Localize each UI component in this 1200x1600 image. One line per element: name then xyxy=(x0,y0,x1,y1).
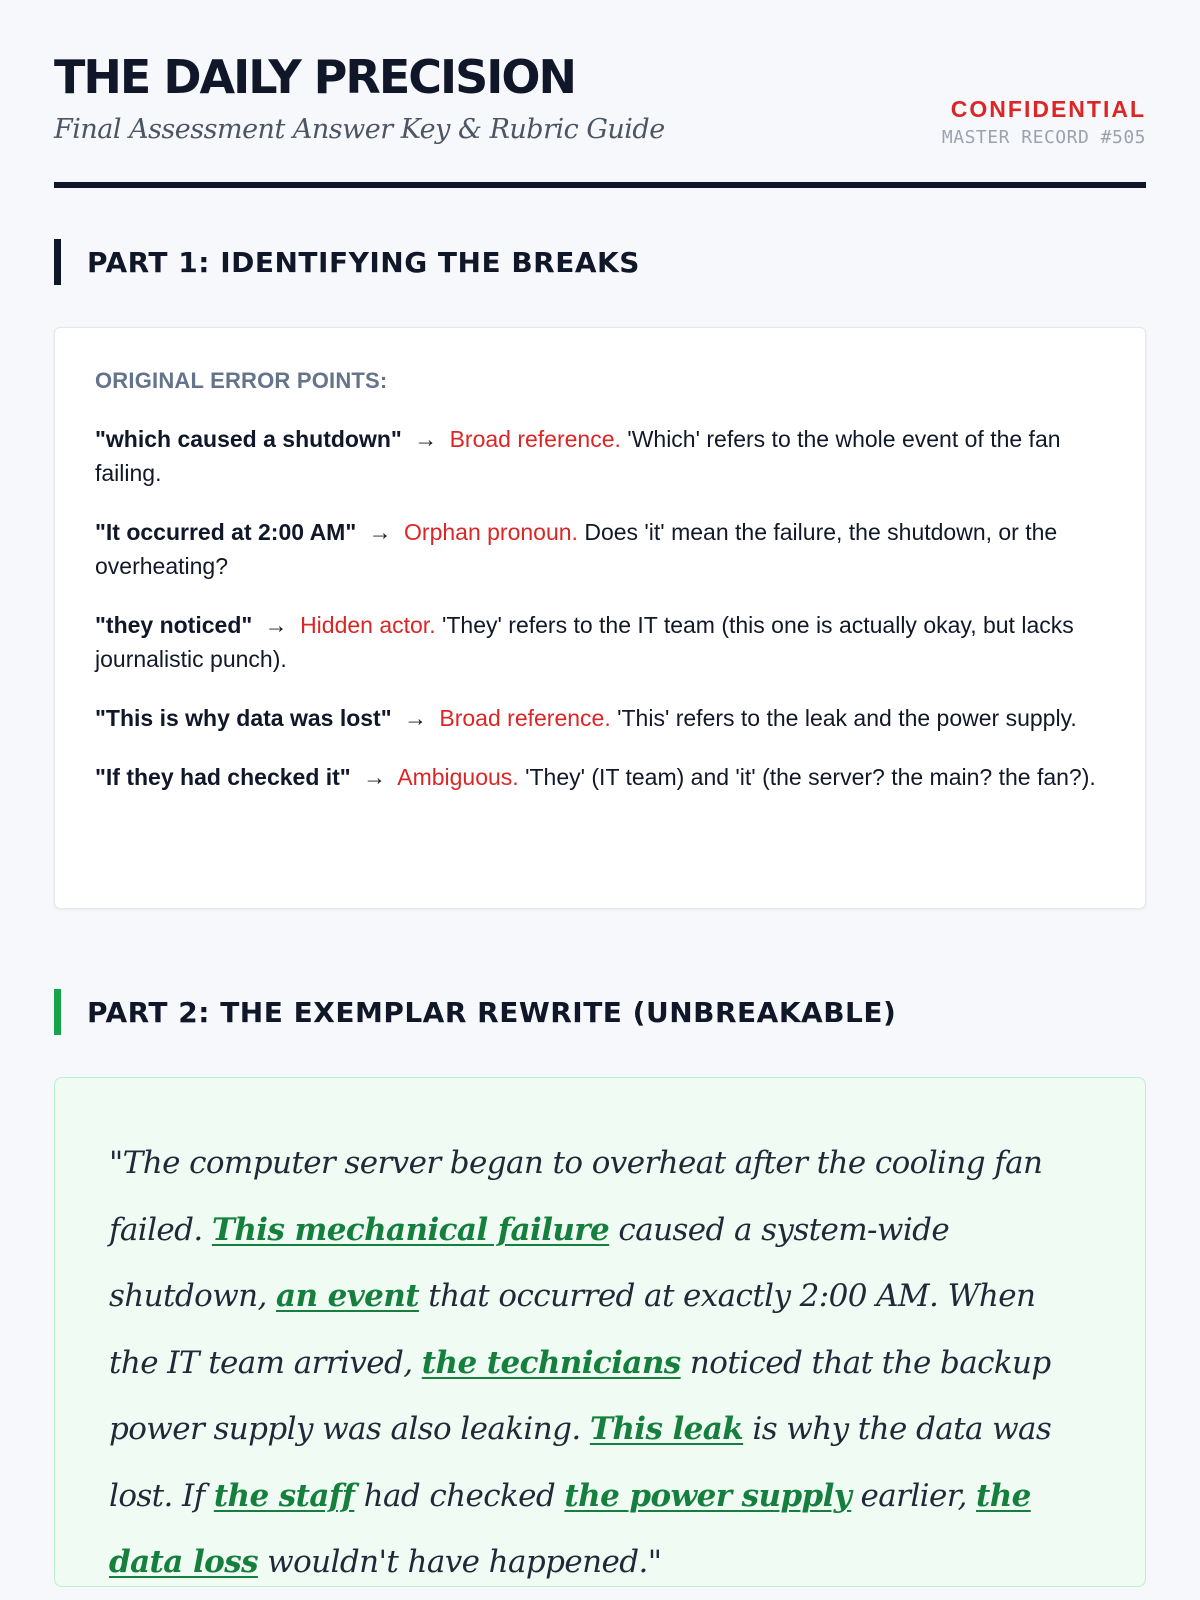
error-quote: "This is why data was lost" xyxy=(95,705,392,731)
error-explanation: 'Which' refers to the whole event of the fan failing. xyxy=(95,426,1061,486)
error-type: Hidden actor. xyxy=(300,612,436,638)
arrow-icon: → xyxy=(368,519,392,545)
part1-accent-bar xyxy=(54,239,61,285)
error-quote: "It occurred at 2:00 AM" xyxy=(95,519,357,545)
masthead-subtitle: Final Assessment Answer Key & Rubric Guide xyxy=(54,114,665,145)
rewrite-antecedent-highlight: This leak xyxy=(589,1411,744,1447)
part2-heading xyxy=(54,989,896,1035)
rewrite-segment: that occurred at exactly 2:00 AM. When the IT team arrived, xyxy=(109,1278,1036,1381)
exemplar-rewrite-card xyxy=(54,1077,1146,1587)
masthead-title: THE DAILY PRECISION xyxy=(54,50,575,104)
error-type: Broad reference. xyxy=(449,426,621,452)
rewrite-segment: had checked xyxy=(354,1477,565,1514)
error-point xyxy=(95,701,1105,735)
part1-heading xyxy=(54,239,640,285)
rewrite-antecedent-highlight: the power supply xyxy=(564,1477,852,1514)
error-quote: "they noticed" xyxy=(95,612,253,638)
error-explanation: 'They' refers to the IT team (this one is actually okay, but lacks journalistic punch). xyxy=(95,612,1074,672)
rewrite-antecedent-highlight: an event xyxy=(276,1278,419,1314)
error-points-label: ORIGINAL ERROR POINTS: xyxy=(95,368,388,393)
error-explanation: 'This' refers to the leak and the power supply. xyxy=(617,705,1077,731)
rewrite-segment: "The computer server began to overheat after the cooling fan failed. xyxy=(109,1145,1043,1248)
error-type: Orphan pronoun. xyxy=(404,519,578,545)
rewrite-segment: is why the data was lost. If xyxy=(109,1411,1052,1514)
rewrite-antecedent-highlight: the data loss xyxy=(109,1477,1031,1580)
arrow-icon: → xyxy=(404,705,427,731)
record-number: MASTER RECORD #505 xyxy=(941,127,1146,148)
rewrite-segment: earlier, xyxy=(851,1477,977,1514)
confidential-stamp: CONFIDENTIAL xyxy=(950,96,1146,122)
error-explanation: Does 'it' mean the failure, the shutdown, or the overheating? xyxy=(95,519,1058,579)
arrow-icon: → xyxy=(363,764,387,790)
error-explanation: 'They' (IT team) and 'it' (the server? the main? the fan?). xyxy=(525,764,1096,790)
error-point xyxy=(95,422,1105,490)
part2-accent-bar xyxy=(54,989,61,1035)
error-quote: "which caused a shutdown" xyxy=(95,426,402,452)
error-point xyxy=(95,608,1105,676)
arrow-icon: → xyxy=(264,612,288,638)
rewrite-antecedent-highlight: the technicians xyxy=(421,1344,681,1381)
error-points-list xyxy=(95,422,1105,794)
masthead-header xyxy=(54,0,1146,188)
error-type: Broad reference. xyxy=(439,705,611,731)
error-type: Ambiguous. xyxy=(397,764,519,790)
part2-title: PART 2: THE EXEMPLAR REWRITE (UNBREAKABLE) xyxy=(87,995,897,1029)
error-point xyxy=(95,515,1105,583)
rewrite-segment: caused a system-wide shutdown, xyxy=(109,1211,950,1314)
rewrite-segment: noticed that the backup power supply was also leaking. xyxy=(109,1344,1051,1447)
rewrite-antecedent-highlight: This mechanical failure xyxy=(211,1211,610,1248)
exemplar-rewrite-text xyxy=(109,1130,1091,1596)
part1-title: PART 1: IDENTIFYING THE BREAKS xyxy=(87,245,640,279)
arrow-icon: → xyxy=(414,426,438,452)
rewrite-antecedent-highlight: the staff xyxy=(213,1477,355,1514)
error-point xyxy=(95,760,1105,794)
error-points-card xyxy=(54,327,1146,909)
rewrite-segment: wouldn't have happened." xyxy=(257,1544,662,1580)
error-quote: "If they had checked it" xyxy=(95,764,351,790)
